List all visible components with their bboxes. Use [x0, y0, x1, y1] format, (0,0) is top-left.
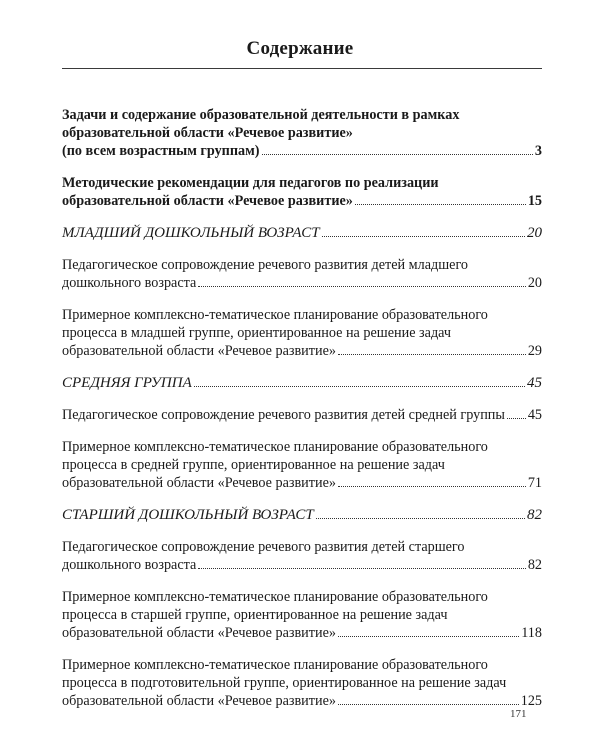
toc-entry-title-line: образовательной области «Речевое развитие»	[62, 475, 336, 491]
dot-leader	[355, 204, 526, 205]
toc-entry[interactable]	[62, 538, 542, 574]
toc-entry-leader-line	[62, 624, 542, 642]
dot-leader	[338, 486, 526, 487]
dot-leader	[198, 286, 525, 287]
toc-entry-title-line: образовательной области «Речевое развитие»	[62, 193, 353, 209]
toc-entry[interactable]	[62, 656, 542, 710]
toc-entry-leader-line	[62, 506, 542, 524]
toc-page-number: 20	[527, 225, 542, 241]
toc-entry-title-line: образовательной области «Речевое развитие»	[62, 343, 336, 359]
toc-page-number: 118	[521, 625, 542, 641]
toc-entry-title-line: образовательной области «Речевое развитие»	[62, 693, 336, 709]
toc-section-heading[interactable]	[62, 506, 542, 524]
toc-entry-title-line: Примерное комплексно-тематическое планирование образовательного	[62, 589, 488, 605]
toc-entry-title-line: Методические рекомендации для педагогов по реализации	[62, 175, 439, 191]
toc-entry[interactable]	[62, 174, 542, 210]
dot-leader	[507, 418, 526, 419]
toc-entry-leader-line	[62, 406, 542, 424]
toc-entry-leader-line	[62, 556, 542, 574]
toc-entry-title-line: (по всем возрастным группам)	[62, 143, 260, 159]
dot-leader	[338, 636, 519, 637]
toc-entry-leader-line	[62, 692, 542, 710]
toc-page-number: 45	[527, 375, 542, 391]
toc-entry-title-line: СРЕДНЯЯ ГРУППА	[62, 375, 192, 391]
toc-entry-leader-line	[62, 224, 542, 242]
toc-entry-title-line: процесса в средней группе, ориентированное на решение задач	[62, 457, 445, 473]
toc-page-number: 15	[527, 193, 542, 209]
toc-page-number: 29	[527, 343, 542, 359]
dot-leader	[338, 354, 526, 355]
toc-entry-title-line: процесса в младшей группе, ориентированное на решение задач	[62, 325, 452, 341]
toc-entry-title-line: процесса в старшей группе, ориентированное на решение задач	[62, 607, 448, 623]
toc-section-heading[interactable]	[62, 374, 542, 392]
toc-entry-title-line: Примерное комплексно-тематическое планирование образовательного	[62, 307, 488, 323]
toc-entry-title-line: СТАРШИЙ ДОШКОЛЬНЫЙ ВОЗРАСТ	[62, 507, 314, 523]
toc-page-number: 20	[527, 275, 542, 291]
toc-entry-title-line: Примерное комплексно-тематическое планирование образовательного	[62, 439, 488, 455]
toc-entry-leader-line	[62, 474, 542, 492]
page-number: 171	[510, 708, 527, 720]
toc-entry[interactable]	[62, 306, 542, 360]
toc-entry-title-line: дошкольного возраста	[62, 275, 197, 291]
title-divider	[62, 68, 542, 69]
toc-entry[interactable]	[62, 438, 542, 492]
toc-entry-title-line: Педагогическое сопровождение речевого развития детей старшего	[62, 539, 465, 555]
toc-entry-leader-line	[62, 274, 542, 292]
dot-leader	[338, 704, 519, 705]
toc-entry-title-line: Примерное комплексно-тематическое планирование образовательного	[62, 657, 488, 673]
table-of-contents	[62, 106, 542, 724]
toc-entry-title-line: дошкольного возраста	[62, 557, 197, 573]
toc-entry-leader-line	[62, 192, 542, 210]
toc-entry-title-line: образовательной области «Речевое развитие»	[62, 625, 336, 641]
toc-entry-leader-line	[62, 374, 542, 392]
page-title: Содержание	[246, 38, 354, 59]
toc-page-number: 45	[527, 407, 542, 423]
toc-page-number: 82	[527, 507, 542, 523]
dot-leader	[198, 568, 525, 569]
toc-entry-leader-line	[62, 142, 542, 160]
toc-entry-title-line: МЛАДШИЙ ДОШКОЛЬНЫЙ ВОЗРАСТ	[62, 225, 320, 241]
toc-page-number: 3	[534, 143, 542, 159]
toc-entry[interactable]	[62, 106, 542, 160]
toc-entry[interactable]	[62, 256, 542, 292]
toc-page-number: 125	[520, 693, 542, 709]
dot-leader	[322, 236, 525, 237]
dot-leader	[194, 386, 525, 387]
dot-leader	[316, 518, 525, 519]
toc-entry-title-line: Педагогическое сопровождение речевого развития детей средней группы	[62, 407, 505, 423]
toc-page-number: 71	[527, 475, 542, 491]
toc-entry-leader-line	[62, 342, 542, 360]
toc-entry-title-line: образовательной области «Речевое развитие»	[62, 125, 353, 141]
toc-entry[interactable]	[62, 406, 542, 424]
dot-leader	[262, 154, 533, 155]
toc-entry-title-line: процесса в подготовительной группе, ориентированное на решение задач	[62, 675, 507, 691]
toc-entry-title-line: Задачи и содержание образовательной деятельности в рамках	[62, 107, 460, 123]
toc-entry[interactable]	[62, 588, 542, 642]
toc-page-number: 82	[527, 557, 542, 573]
toc-entry-title-line: Педагогическое сопровождение речевого развития детей младшего	[62, 257, 468, 273]
toc-section-heading[interactable]	[62, 224, 542, 242]
